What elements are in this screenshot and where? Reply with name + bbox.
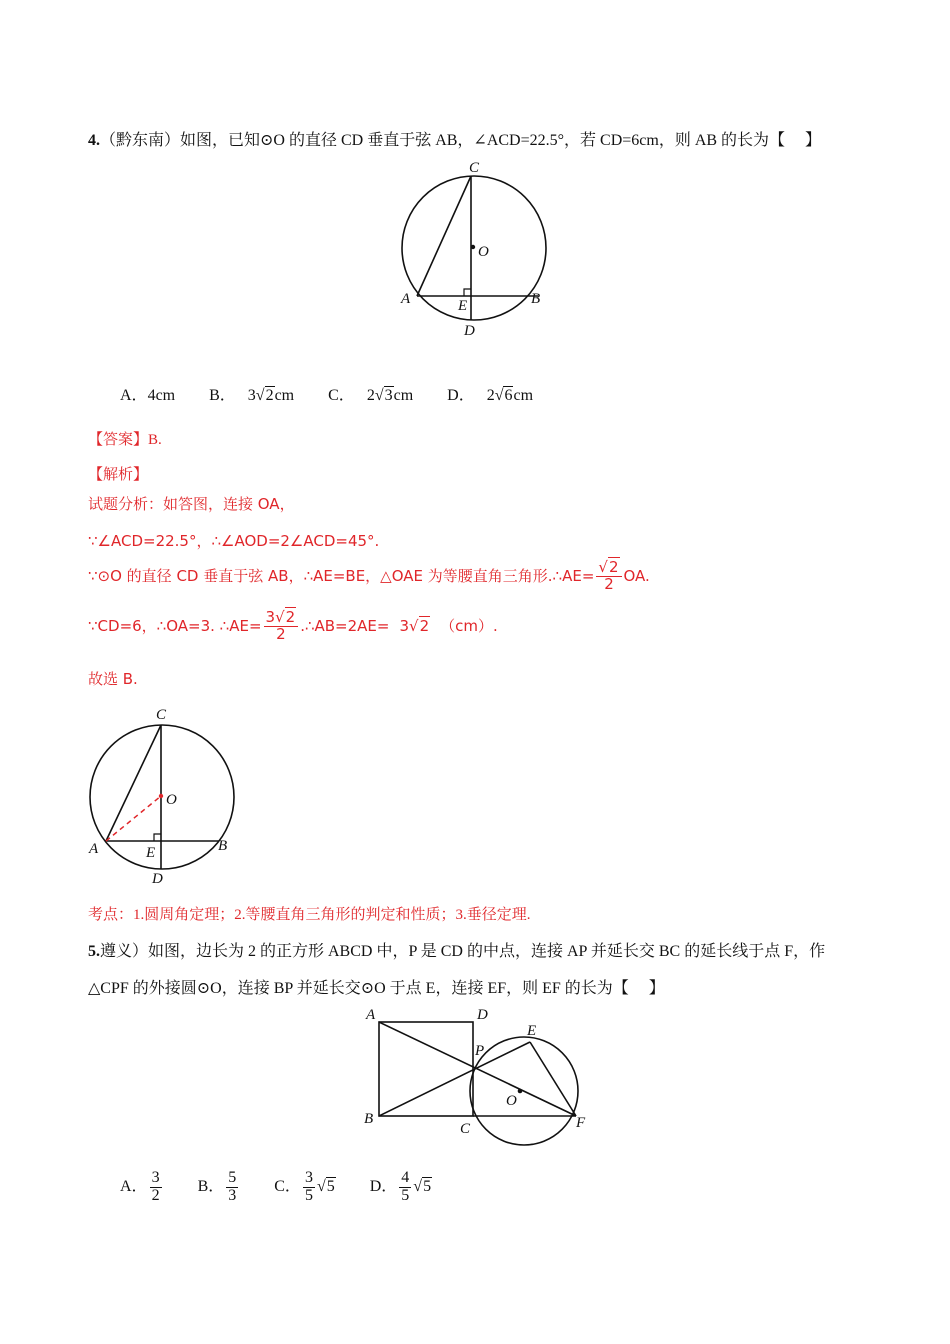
- q4-label-a: A: [401, 291, 411, 307]
- q5-option-c-num: 3: [304, 1169, 313, 1186]
- q5-label-o: O: [506, 1093, 517, 1109]
- q4-answer-label-o: O: [166, 792, 177, 808]
- q4-answer-center-dot: [159, 794, 163, 798]
- q4-option-c-label: C．: [328, 387, 355, 404]
- q4-stem-text: （黔东南）如图，已知⊙O 的直径 CD 垂直于弦 AB，∠ACD=22.5°，若 CD=6cm，则 AB 的长为【 】: [100, 132, 822, 149]
- q4-option-b-coef: 3: [247, 387, 256, 404]
- q4-analysis-line4-val-sqrt: √2: [409, 616, 430, 635]
- q5-figure: [360, 1005, 600, 1155]
- q4-analysis-line4-den: 2: [276, 624, 286, 643]
- q4-analysis-line5: 故选 B.: [88, 670, 138, 688]
- q5-option-d-label: D．: [369, 1177, 398, 1195]
- q4-label-o: O: [478, 244, 489, 260]
- q4-analysis-line4-num-coef: 3: [265, 608, 276, 626]
- q4-analysis-line4-text: ∵CD=6，∴OA=3. ∴AE=: [88, 616, 262, 635]
- q4-option-d-rad: 6: [504, 387, 513, 404]
- q4-analysis-line4: [88, 610, 498, 643]
- q4-analysis-line4-mid: .∴AB=2AE=: [300, 616, 390, 635]
- q5-option-d-frac: [399, 1170, 411, 1205]
- q5-option-a[interactable]: [120, 1169, 164, 1204]
- q4-analysis-line3-num: 2: [608, 558, 619, 576]
- q4-analysis-title: 【解析】: [88, 467, 149, 483]
- q4-option-c-unit: cm: [393, 387, 414, 404]
- q4-option-a-text: 4cm: [147, 387, 176, 404]
- q4-option-c[interactable]: [328, 387, 413, 404]
- q4-analysis-line2: ∵∠ACD=22.5°，∴∠AOD=2∠ACD=45°.: [88, 532, 380, 550]
- q4-figure: [390, 155, 570, 345]
- q4-label-d: D: [464, 323, 475, 339]
- q5-stem-line2: △CPF 的外接圆⊙O，连接 BP 并延长交⊙O 于点 E，连接 EF，则 EF 的长为【 】: [88, 980, 665, 997]
- q4-label-b: B: [531, 291, 541, 307]
- q5-option-c-rad: 5: [326, 1177, 335, 1195]
- q4-number: 4.: [88, 132, 100, 149]
- q4-answer-label-e: E: [146, 845, 156, 861]
- q4-analysis-line1: 试题分析：如答图，连接 OA，: [88, 495, 295, 513]
- q5-label-a: A: [366, 1007, 376, 1023]
- q4-analysis-line4-post: （cm）.: [440, 616, 498, 635]
- q4-right-angle: [464, 289, 471, 296]
- q4-answer-label-a: A: [89, 841, 99, 857]
- q4-option-c-coef: 2: [366, 387, 375, 404]
- q5-center-dot: [518, 1089, 523, 1094]
- q4-option-b-label: B．: [209, 387, 236, 404]
- q5-label-e: E: [527, 1023, 537, 1039]
- q4-option-a[interactable]: [120, 387, 175, 404]
- q4-center-dot: [471, 245, 475, 249]
- q5-option-a-num: 3: [151, 1169, 160, 1186]
- q5-option-a-frac: [150, 1170, 162, 1205]
- q4-answer-label-d: D: [152, 871, 163, 887]
- q4-option-b-unit: cm: [274, 387, 295, 404]
- q4-knowledge: 考点：1.圆周角定理；2.等腰直角三角形的判定和性质；3.垂径定理.: [88, 907, 531, 923]
- q5-label-d: D: [477, 1007, 488, 1023]
- q4-option-d-sqrt: √6: [494, 387, 513, 404]
- q5-option-b-num: 5: [228, 1169, 237, 1186]
- q5-option-b-frac: [226, 1170, 238, 1205]
- q5-stem-text1: 遵义）如图，边长为 2 的正方形 ABCD 中，P 是 CD 的中点，连接 AP 并延长交 BC 的延长线于点 F，作: [100, 943, 826, 960]
- q5-option-d-sqrt: √5: [413, 1177, 432, 1195]
- q4-analysis-line4-frac: $\frac{3√2}{2}$: [264, 610, 299, 643]
- q4-answer-label-b: B: [218, 838, 228, 854]
- q5-option-a-label: A．: [120, 1177, 148, 1195]
- q4-answer-figure: [80, 700, 250, 890]
- q5-stem-line1: [88, 938, 825, 961]
- q4-analysis-line4-num-rad: 2: [285, 608, 296, 626]
- q4-option-c-sqrt: √3: [374, 387, 393, 404]
- q4-answer-label-c: C: [156, 707, 167, 723]
- q5-label-c: C: [460, 1121, 471, 1137]
- q4-option-d-unit: cm: [513, 387, 534, 404]
- q4-analysis-line3-den: 2: [604, 574, 614, 593]
- q5-options: [120, 1170, 432, 1205]
- q5-option-d-rad: 5: [423, 1177, 432, 1195]
- q5-option-d-num: 4: [401, 1169, 410, 1186]
- q4-option-b-sqrt: √2: [255, 387, 274, 404]
- q4-chord-ac: [417, 176, 471, 296]
- q4-answer-segment-oa: [106, 796, 161, 841]
- q4-analysis-line4-val-coef: 3: [399, 616, 410, 635]
- q4-stem: [88, 127, 821, 150]
- q4-option-c-rad: 3: [384, 387, 393, 404]
- q5-option-c-sqrt: √5: [316, 1177, 335, 1195]
- q4-analysis-line3-text: ∵⊙O 的直径 CD 垂直于弦 AB，∴AE=BE，△OAE 为等腰直角三角形.∴AE=: [88, 566, 595, 585]
- q4-label-e: E: [458, 298, 468, 314]
- q5-option-c-frac: [303, 1170, 315, 1205]
- q4-option-b[interactable]: [209, 387, 294, 404]
- q5-label-f: F: [576, 1115, 586, 1131]
- q4-answer: 【答案】B.: [88, 432, 162, 448]
- q5-square: [379, 1022, 473, 1116]
- q5-option-d-den: 5: [401, 1186, 410, 1204]
- q4-option-d-label: D．: [447, 387, 475, 404]
- q4-option-a-label: A．: [120, 387, 148, 404]
- q5-option-b[interactable]: [197, 1169, 241, 1204]
- q4-answer-right-angle: [154, 834, 161, 841]
- q4-analysis-line4-val-rad: 2: [419, 616, 430, 635]
- q4-options: [120, 382, 533, 405]
- q5-label-b: B: [364, 1111, 374, 1127]
- q4-analysis-line3-frac: $\frac{√2}{2}$: [596, 560, 621, 593]
- q4-option-d-coef: 2: [486, 387, 495, 404]
- q4-analysis-line3-post: OA.: [623, 566, 650, 585]
- q5-option-c-den: 5: [304, 1186, 313, 1204]
- q4-analysis-line3: [88, 560, 650, 593]
- q5-option-a-den: 2: [151, 1186, 160, 1204]
- q4-label-c: C: [469, 160, 480, 176]
- q5-option-b-den: 3: [228, 1186, 237, 1204]
- q5-label-p: P: [475, 1043, 485, 1059]
- q5-option-d[interactable]: [369, 1169, 432, 1204]
- q5-option-b-label: B．: [197, 1177, 225, 1195]
- q4-option-d[interactable]: [447, 387, 533, 404]
- q5-option-c[interactable]: [274, 1169, 335, 1204]
- q5-option-c-label: C．: [274, 1177, 301, 1195]
- q5-number: 5.: [88, 943, 100, 960]
- q4-option-b-rad: 2: [265, 387, 274, 404]
